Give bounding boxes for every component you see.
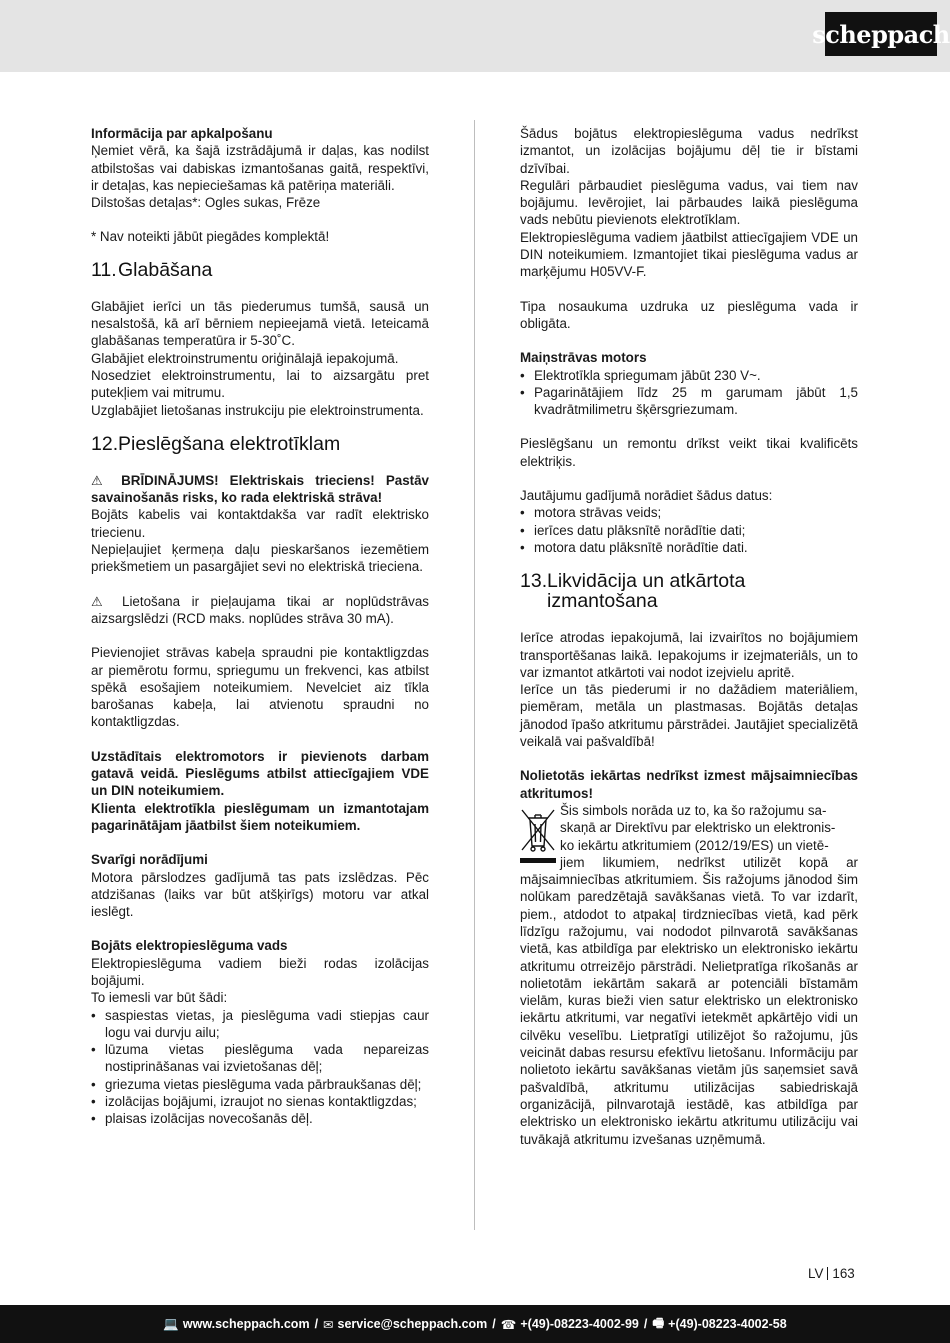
damage-list	[91, 1007, 429, 1128]
damaged-cable-heading: Bojāts elektropieslēguma vads	[91, 938, 288, 954]
storage-text-2: Glabājiet elektroinstrumentu oriģinālajā iepakojumā.	[91, 350, 399, 366]
shock-warning	[91, 472, 429, 507]
connection-text-2: Nepieļaujiet ķermeņa daļu pieskaršanos iezemētiem priekšmetiem un pasargājiet sevi no elektriskā trieciena.	[91, 542, 429, 575]
right-column	[520, 125, 858, 1148]
section-title-line-1: Likvidācija un atkārtota	[547, 570, 746, 593]
left-column	[91, 125, 429, 1128]
ac-motor-heading: Maiņstrāvas motors	[520, 350, 647, 366]
section-number: 12.	[91, 432, 119, 455]
scheppach-logo	[812, 12, 950, 56]
language-code: LV	[808, 1266, 824, 1281]
email-icon: ✉	[323, 1317, 334, 1332]
important-heading: Svarīgi norādījumi	[91, 852, 208, 868]
connection-text-1: Bojāts kabelis vai kontaktdakša var radīt elektrisko triecienu.	[91, 507, 429, 540]
disposal-text-2: Ierīce un tās piederumi ir no dažādiem materiāliem, piemēram, metāla un plastmasas. Bojātās detaļas jānodod īpašo atkritumu pārstrādei. Jautājiet specializētā veikalā vai pašvaldībā!	[520, 682, 858, 750]
separator: /	[314, 1317, 319, 1331]
list-item: • Elektrotīkla spriegumam jābūt 230 V~.	[520, 367, 858, 384]
email-link[interactable]: service@scheppach.com	[337, 1317, 488, 1331]
list-item: • lūzuma vietas pieslēguma vada nepareizas nostiprināšanas vai izvietošanas dēļ;	[91, 1041, 429, 1076]
separator: /	[643, 1317, 648, 1331]
cable-text-3: Elektropieslēguma vadiem jāatbilst attiecīgajiem VDE un DIN noteikumiem. Izmantojiet tikai pieslēguma vadus ar marķējumu H05VV-F.	[520, 229, 858, 280]
section-13-heading	[520, 571, 858, 611]
warning-icon: ⚠	[91, 472, 111, 488]
separator: /	[492, 1317, 496, 1331]
section-11-heading	[91, 260, 429, 280]
list-item: • saspiestas vietas, ja pieslēguma vadi stiepjas caur logu vai durvju ailu;	[91, 1007, 429, 1042]
list-item: • griezuma vietas pieslēguma vada pārbraukšanas dēļ;	[91, 1076, 429, 1093]
list-item: • motora strāvas veids;	[520, 504, 858, 521]
section-12-heading	[91, 434, 429, 454]
cable-text-4: Tipa nosaukuma uzdruka uz pieslēguma vada ir obligāta.	[520, 298, 858, 331]
logo-text: scheppach	[812, 19, 950, 49]
rcd-notice	[91, 593, 429, 628]
column-divider	[474, 120, 475, 1230]
storage-text-3: Nosedziet elektroinstrumentu, lai to aizsargātu pret putekļiem vai mitrumu.	[91, 367, 429, 401]
cable-text-1: Šādus bojātus elektropieslēguma vadus nedrīkst izmantot, un izolācijas bojājumu dēļ tie ir bīstami dzīvībai.	[520, 126, 858, 176]
important-text: Motora pārslodzes gadījumā tas pats izslēdzas. Pēc atdzišanas (laiks var būt atšķirīgs) motoru var atkal ieslēgt.	[91, 869, 429, 920]
storage-text-4: Uzglabājiet lietošanas instrukciju pie elektroinstrumenta.	[91, 402, 424, 418]
header-band	[0, 0, 950, 72]
weee-line-2: skaņā ar Direktīvu par elektrisko un elektronis-	[560, 820, 836, 836]
weee-block	[520, 802, 858, 1148]
crossed-bin-icon	[520, 806, 556, 864]
section-title: Pieslēgšana elektrotīklam	[118, 432, 341, 455]
page-number-value: 163	[832, 1266, 855, 1281]
rcd-text: Lietošana ir pieļaujama tikai ar noplūdstrāvas aizsargslēdzi (RCD maks. noplūdes strāva 30 mA).	[91, 593, 429, 626]
warning-icon: ⚠	[91, 593, 111, 609]
service-heading: Informācija par apkalpošanu	[91, 126, 273, 141]
customer-connection-text: Klienta elektrotīkla pieslēgumam un izmantotajam pagarinātājam jāatbilst šiem noteikumiem.	[91, 800, 429, 833]
weee-line-1: Šis simbols norāda uz to, ka šo ražojumu sa-	[560, 802, 827, 818]
weee-line-4: jiem likumiem, nedrīkst utilizēt kopā ar	[560, 854, 858, 870]
data-list	[520, 504, 858, 556]
fax-number: +(49)-08223-4002-58	[668, 1317, 787, 1331]
page-number	[808, 1266, 855, 1281]
storage-text-1: Glabājiet ierīci un tās piederumus tumšā, sausā un nesalstošā, kā arī bērniem nepieejamā vietā. Ieteicamā glabāšanas temperatūra ir 5-30˚C.	[91, 298, 429, 349]
list-item: • Pagarinātājiem līdz 25 m garumam jābūt 1,5 kvadrātmilimetru šķērsgriezumam.	[520, 384, 858, 419]
section-number: 11.	[91, 258, 117, 281]
phone-icon: ☎	[500, 1317, 517, 1332]
computer-icon: 💻	[163, 1316, 179, 1331]
ac-motor-list	[520, 367, 858, 419]
weee-heading: Nolietotās iekārtas nedrīkst izmest mājsaimniecības atkritumos!	[520, 768, 858, 801]
cable-text-2: Regulāri pārbaudiet pieslēguma vadus, vai tiem nav bojājumu. Ievērojiet, lai pārbaudes laikā pieslēguma vads nebūtu pievienots elektrotīklam.	[520, 177, 858, 228]
delivery-note: * Nav noteikti jābūt piegādes komplektā!	[91, 229, 330, 245]
section-title-line-2: izmantošana	[547, 590, 658, 613]
footer-bar	[0, 1305, 950, 1343]
list-item: • plaisas izolācijas novecošanās dēļ.	[91, 1110, 429, 1127]
disposal-text-1: Ierīce atrodas iepakojumā, lai izvairītos no bojājumiem transportēšanas laikā. Iepakojums ir izejmateriāls, un to var izmantot atkārtoti vai nodot izejvielu apritē.	[520, 630, 858, 680]
motor-ready-text: Uzstādītais elektromotors ir pievienots darbam gatavā veidā. Pieslēgums atbilst attiecīgajiem VDE un DIN noteikumiem.	[91, 748, 429, 799]
fax-icon: 🖷	[652, 1315, 665, 1330]
weee-text: mājsaimniecības atkritumiem. Šis ražojums jānodod šim nolūkam paredzētajā savākšanas vietā. To var izdarīt, piem., atdodot to atpakaļ tirdzniecības vietā, kad pērk līdzīgu ražojumu, vai nododot pilnvarotā savākšanas vietā, kas atbildīga par elektrisko un elektronisko iekārtu atkritumu otrreizējo pārstrādi. Nelietpratīga rīkošanās ar nolietotām iekārtām sakarā ar potenciāli bīstamām vielām, kuras bieži vien satur elektrisko un elektronisko iekārtu atkritumi, var negatīvi ietekmēt apkārtējo vidi un cilvēku veselību. Lietpratīgi utilizējot šo ražojumu, jūs veicināt dabas resursu efektīvu lietošanu. Informāciju par nolietoto iekārtu savākšanas vietām jūs saņemsiet savā pašvaldībā, atkritumu utilizācijas sabiedriskajā organizācijā, pilnvarotajā iestādē, kas atbildīga par elektrisko un elektronisko iekārtu atkritumu utilizāciju vai tuvākajā atkritumu izvešanas uzņēmumā.	[520, 872, 858, 1147]
weee-line-3: ko iekārtu atkritumiem (2012/19/ES) un vietē-	[560, 837, 829, 853]
service-text: Ņemiet vērā, ka šajā izstrādājumā ir daļas, kas nodilst atbilstošas vai dabiskas izmantošanas gaitā, respektīvi, ir detaļas, kas nepieciešamas kā patēriņa materiāli.	[91, 143, 429, 193]
list-item: • izolācijas bojājumi, izraujot no sienas kontaktligzdas;	[91, 1093, 429, 1110]
warning-text: BRĪDINĀJUMS! Elektriskais trieciens! Pastāv savainošanās risks, ko rada elektriskā strāva!	[91, 472, 430, 506]
connection-text-3: Pievienojiet strāvas kabeļa spraudni pie kontaktligzdas ar piemērotu formu, spriegumu un frekvenci, kas atbilst spēkā esošajiem noteikumiem. Nevelciet aiz tīkla barošanas kabeļa, lai atvienotu spraudni no kontaktligzdas.	[91, 645, 429, 730]
section-title	[547, 571, 745, 611]
wear-parts: Dilstošas detaļas*: Ogles sukas, Frēze	[91, 195, 321, 211]
section-title: Glabāšana	[118, 258, 213, 281]
electrician-text: Pieslēgšanu un remontu drīkst veikt tikai kvalificēts elektriķis.	[520, 436, 858, 469]
damaged-cable-reasons: To iemesli var būt šādi:	[91, 990, 228, 1006]
list-item: • motora datu plāksnītē norādītie dati.	[520, 539, 858, 556]
questions-text: Jautājumu gadījumā norādiet šādus datus:	[520, 488, 773, 504]
damaged-cable-text: Elektropieslēguma vadiem bieži rodas izolācijas bojājumi.	[91, 955, 429, 988]
website-link[interactable]: www.scheppach.com	[182, 1317, 310, 1331]
section-number: 13.	[520, 570, 548, 593]
list-item: • ierīces datu plāksnītē norādītie dati;	[520, 522, 858, 539]
phone-number: +(49)-08223-4002-99	[520, 1317, 639, 1331]
